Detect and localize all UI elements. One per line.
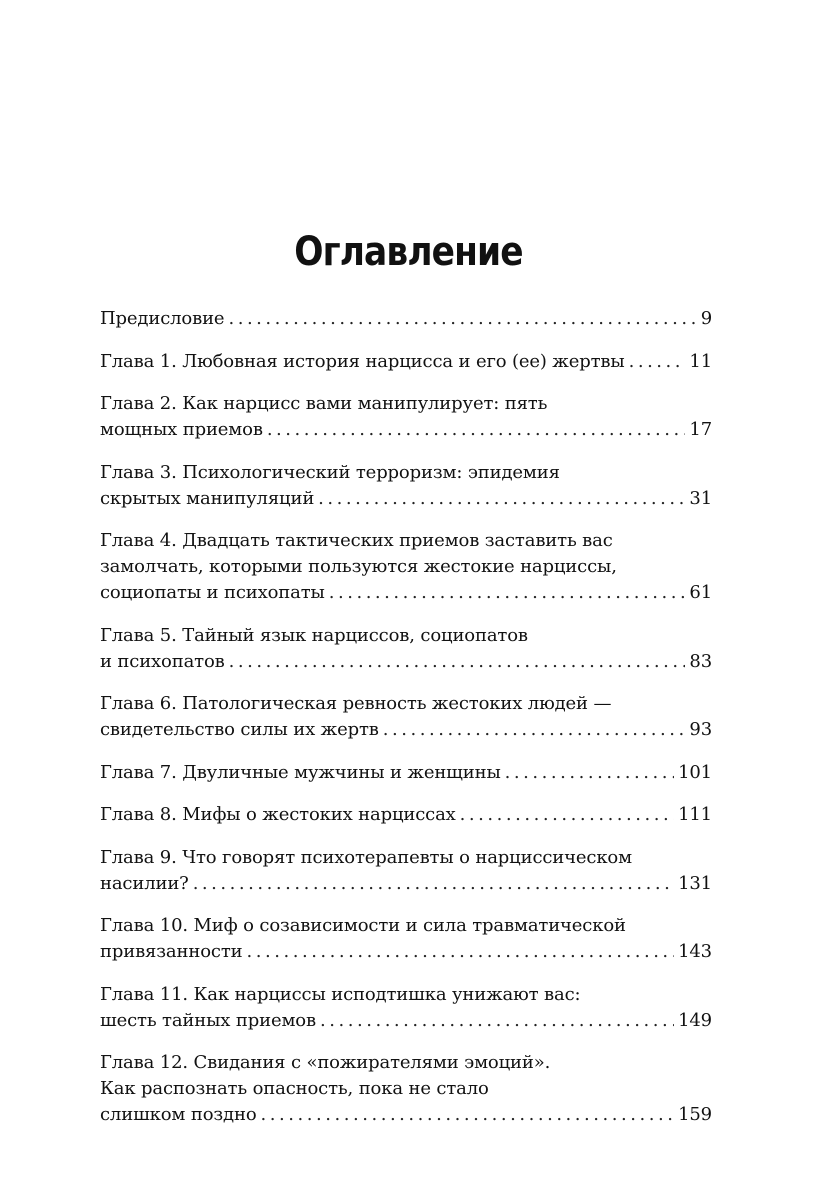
table-of-contents: [100, 306, 712, 1145]
dot-leader: [267, 417, 686, 443]
toc-entry-last-line: [100, 417, 712, 443]
toc-entry-title-line: мощных приемов: [100, 419, 263, 440]
toc-page-number: 101: [678, 761, 712, 783]
toc-entry-last-line: [100, 802, 712, 828]
toc-entry-title-line: Как распознать опасность, пока не стало: [100, 1078, 489, 1099]
toc-entry-title-line: Глава 6. Патологическая ревность жестоких людей —: [100, 693, 612, 714]
toc-entry-title-line: Глава 3. Психологический терроризм: эпидемия: [100, 461, 560, 483]
dot-leader: [193, 871, 674, 897]
toc-entry-last-line: [100, 649, 712, 675]
toc-entry-last-line: [100, 871, 712, 897]
dot-leader: [229, 649, 686, 675]
toc-page-number: 111: [678, 804, 712, 825]
toc-entry-last-line: [100, 486, 712, 512]
toc-entry-title-line: Глава 12. Свидания с «пожирателями эмоций».: [100, 1052, 551, 1073]
dot-leader: [320, 1008, 674, 1034]
toc-entry-title-line: Глава 5. Тайный язык нарциссов, социопатов: [100, 624, 528, 646]
toc-entry-chapter-4[interactable]: [100, 528, 712, 606]
toc-entry-title-line: Глава 10. Миф о созависимости и сила травматической: [100, 915, 626, 936]
toc-entry-chapter-11[interactable]: [100, 982, 712, 1034]
toc-page-number: 31: [689, 487, 712, 509]
toc-page-number: 61: [689, 582, 712, 603]
toc-page-number: 149: [678, 1009, 712, 1031]
toc-entry-last-line: [100, 939, 712, 965]
toc-entry-title-line: привязанности: [100, 941, 243, 962]
dot-leader: [629, 349, 686, 375]
toc-entry-last-line: [100, 580, 712, 606]
toc-entry-title: Глава 1. Любовная история нарцисса и его (ее) жертвы: [100, 350, 625, 372]
dot-leader: [246, 939, 674, 965]
toc-entry-title-line: свидетельство силы их жертв: [100, 719, 379, 740]
toc-page-number: 159: [678, 1104, 712, 1125]
toc-entry-chapter-10[interactable]: [100, 913, 712, 965]
dot-leader: [505, 760, 674, 786]
toc-entry-title: Предисловие: [100, 308, 225, 329]
toc-entry-title: Глава 8. Мифы о жестоких нарциссах: [100, 804, 456, 825]
toc-entry-title-line: и психопатов: [100, 650, 225, 672]
toc-entry-chapter-12[interactable]: [100, 1050, 712, 1128]
toc-entry-title-line: слишком поздно: [100, 1104, 257, 1125]
dot-leader: [460, 802, 674, 828]
toc-page-number: 83: [689, 650, 712, 672]
dot-leader: [261, 1102, 675, 1128]
dot-leader: [318, 486, 685, 512]
toc-entry-title-line: Глава 2. Как нарцисс вами манипулирует: пять: [100, 393, 548, 414]
toc-page-number: 11: [689, 350, 712, 372]
toc-entry-title-line: замолчать, которыми пользуются жестокие нарциссы,: [100, 556, 617, 577]
toc-entry-chapter-8[interactable]: [100, 802, 712, 828]
toc-page-number: 131: [678, 872, 712, 894]
toc-entry-title-line: насилии?: [100, 872, 189, 894]
toc-page-number: 9: [700, 308, 712, 329]
toc-page-number: 17: [689, 419, 712, 440]
toc-entry-last-line: [100, 717, 712, 743]
toc-entry-title-line: социопаты и психопаты: [100, 582, 325, 603]
toc-entry-chapter-3[interactable]: [100, 460, 712, 512]
toc-entry-chapter-9[interactable]: [100, 845, 712, 897]
toc-page-number: 143: [678, 941, 712, 962]
dot-leader: [383, 717, 686, 743]
toc-entry-title-line: Глава 9. Что говорят психотерапевты о нарциссическом: [100, 846, 632, 868]
dot-leader: [228, 306, 696, 332]
toc-entry-last-line: [100, 306, 712, 332]
toc-entry-preface[interactable]: [100, 306, 712, 332]
toc-entry-title: Глава 7. Двуличные мужчины и женщины: [100, 761, 501, 783]
toc-entry-title-line: Глава 4. Двадцать тактических приемов заставить вас: [100, 530, 613, 551]
toc-entry-chapter-6[interactable]: [100, 691, 712, 743]
toc-entry-chapter-7[interactable]: [100, 760, 712, 786]
toc-entry-title-line: Глава 11. Как нарциссы исподтишка унижают вас:: [100, 983, 581, 1005]
toc-entry-chapter-1[interactable]: [100, 349, 712, 375]
toc-entry-last-line: [100, 349, 712, 375]
page-title: Оглавление: [294, 229, 523, 275]
toc-entry-last-line: [100, 760, 712, 786]
toc-entry-chapter-2[interactable]: [100, 391, 712, 443]
toc-entry-title-line: скрытых манипуляций: [100, 487, 315, 509]
toc-page-number: 93: [689, 719, 712, 740]
dot-leader: [329, 580, 686, 606]
toc-entry-last-line: [100, 1102, 712, 1128]
toc-entry-last-line: [100, 1008, 712, 1034]
toc-entry-chapter-5[interactable]: [100, 623, 712, 675]
toc-entry-title-line: шесть тайных приемов: [100, 1009, 316, 1031]
